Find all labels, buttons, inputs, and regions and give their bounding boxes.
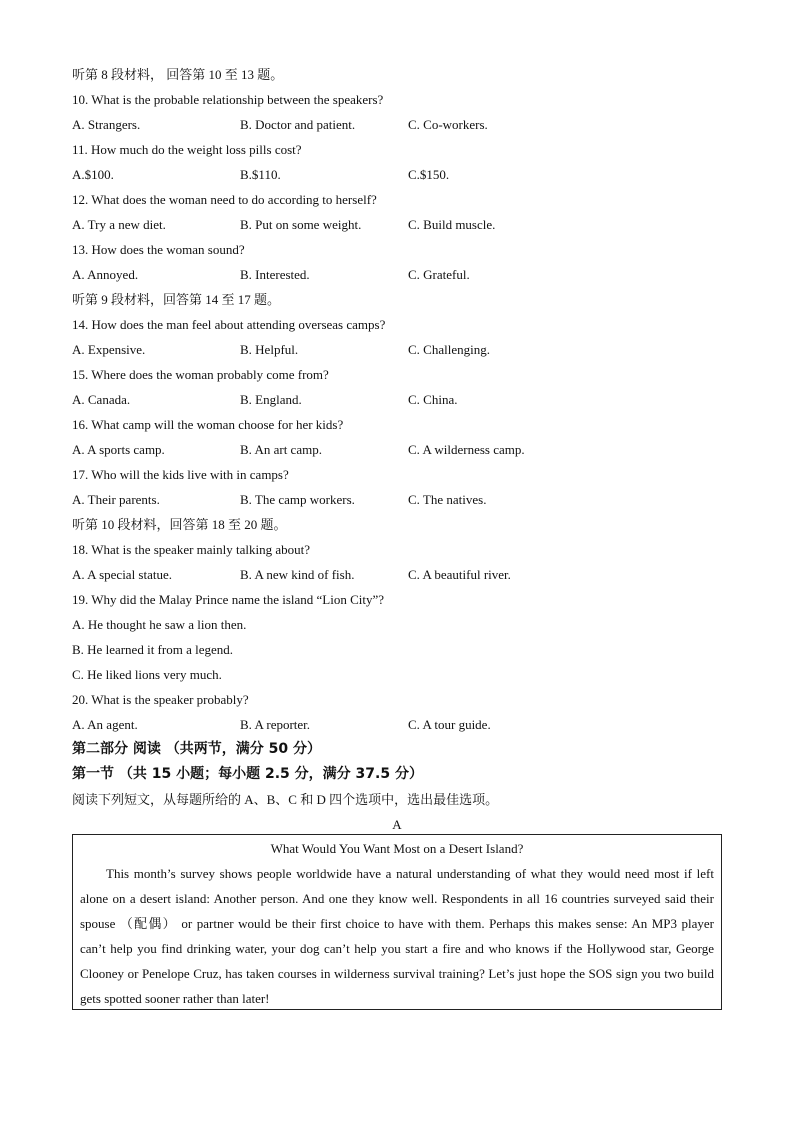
option-b: B. A reporter. xyxy=(240,717,311,732)
option-c: C. Grateful. xyxy=(408,267,470,282)
option-b: B. A new kind of fish. xyxy=(240,567,355,582)
section-9-intro: 听第 9 段材料，回答第 14 至 17 题。 xyxy=(72,292,281,307)
question-18: 18. What is the speaker mainly talking about? xyxy=(72,542,311,557)
reading-instruction: 阅读下列短文，从每题所给的 A、B、C 和 D 四个选项中，选出最佳选项。 xyxy=(72,792,499,807)
option-c: C. A beautiful river. xyxy=(408,567,511,582)
question-16: 16. What camp will the woman choose for her kids? xyxy=(72,417,344,432)
option-b: B.$110. xyxy=(240,167,281,182)
option-a: A. Strangers. xyxy=(72,117,141,132)
option-a: A. Canada. xyxy=(72,392,131,407)
options-13 xyxy=(72,262,722,287)
option-a: A. An agent. xyxy=(72,717,138,732)
question-15: 15. Where does the woman probably come from? xyxy=(72,367,329,382)
passage-text: This month’s survey shows people worldwide have a natural understanding of what they would need most if left alone on a desert island: Another person. And one they know well. Respondents in all 16 countries surveyed said their spouse （配偶） or partner would be their first choice to have with them. Perhaps this makes sense: An MP3 player can’t help you find drinking water, your dog can’t help you start a fire and who knows if the Hollywood star, George Clooney or Penelope Cruz, has taken courses in wilderness survival training? Let’s just hope the SOS sign you two build gets spotted sooner rather than later! xyxy=(80,866,714,1006)
options-15 xyxy=(72,387,722,412)
options-16 xyxy=(72,437,722,462)
options-11 xyxy=(72,162,722,187)
question-12: 12. What does the woman need to do according to herself? xyxy=(72,192,377,207)
options-17 xyxy=(72,487,722,512)
option-b: B. England. xyxy=(240,392,302,407)
option-a: A. Annoyed. xyxy=(72,267,139,282)
part-2-heading: 第二部分 阅读 （共两节，满分 50 分） xyxy=(72,741,321,757)
options-10 xyxy=(72,112,722,137)
question-17: 17. Who will the kids live with in camps? xyxy=(72,467,289,482)
option-b: B. An art camp. xyxy=(240,442,322,457)
passage-label: A xyxy=(392,817,402,832)
question-11: 11. How much do the weight loss pills cost? xyxy=(72,142,302,157)
option-a: A. Expensive. xyxy=(72,342,146,357)
option-c: C. Co-workers. xyxy=(408,117,488,132)
option-a: A. A special statue. xyxy=(72,567,173,582)
section-10-intro: 听第 10 段材料，回答第 18 至 20 题。 xyxy=(72,517,287,532)
option-b: B. Helpful. xyxy=(240,342,299,357)
option-19-c: C. He liked lions very much. xyxy=(72,667,222,682)
options-12 xyxy=(72,212,722,237)
option-c: C.$150. xyxy=(408,167,450,182)
option-b: B. Doctor and patient. xyxy=(240,117,356,132)
option-b: B. The camp workers. xyxy=(240,492,355,507)
question-20: 20. What is the speaker probably? xyxy=(72,692,249,707)
option-b: B. Put on some weight. xyxy=(240,217,362,232)
options-20 xyxy=(72,712,722,737)
question-10: 10. What is the probable relationship between the speakers? xyxy=(72,92,384,107)
option-c: C. China. xyxy=(408,392,458,407)
option-c: C. Challenging. xyxy=(408,342,490,357)
option-c: C. A tour guide. xyxy=(408,717,491,732)
option-c: C. The natives. xyxy=(408,492,487,507)
section-1-heading: 第一节 （共 15 小题；每小题 2.5 分，满分 37.5 分） xyxy=(72,766,423,782)
option-a: A.$100. xyxy=(72,167,114,182)
options-18 xyxy=(72,562,722,587)
option-c: C. A wilderness camp. xyxy=(408,442,525,457)
exam-page xyxy=(72,62,722,1006)
option-a: A. Their parents. xyxy=(72,492,160,507)
option-19-b: B. He learned it from a legend. xyxy=(72,642,233,657)
passage-box xyxy=(72,834,722,1010)
option-a: A. A sports camp. xyxy=(72,442,165,457)
option-c: C. Build muscle. xyxy=(408,217,496,232)
section-8-intro: 听第 8 段材料， 回答第 10 至 13 题。 xyxy=(72,67,284,82)
passage-title: What Would You Want Most on a Desert Island? xyxy=(270,841,524,856)
option-b: B. Interested. xyxy=(240,267,310,282)
question-13: 13. How does the woman sound? xyxy=(72,242,245,257)
question-14: 14. How does the man feel about attending overseas camps? xyxy=(72,317,386,332)
question-19: 19. Why did the Malay Prince name the island “Lion City”? xyxy=(72,592,385,607)
option-19-a: A. He thought he saw a lion then. xyxy=(72,617,247,632)
option-a: A. Try a new diet. xyxy=(72,217,166,232)
options-14 xyxy=(72,337,722,362)
